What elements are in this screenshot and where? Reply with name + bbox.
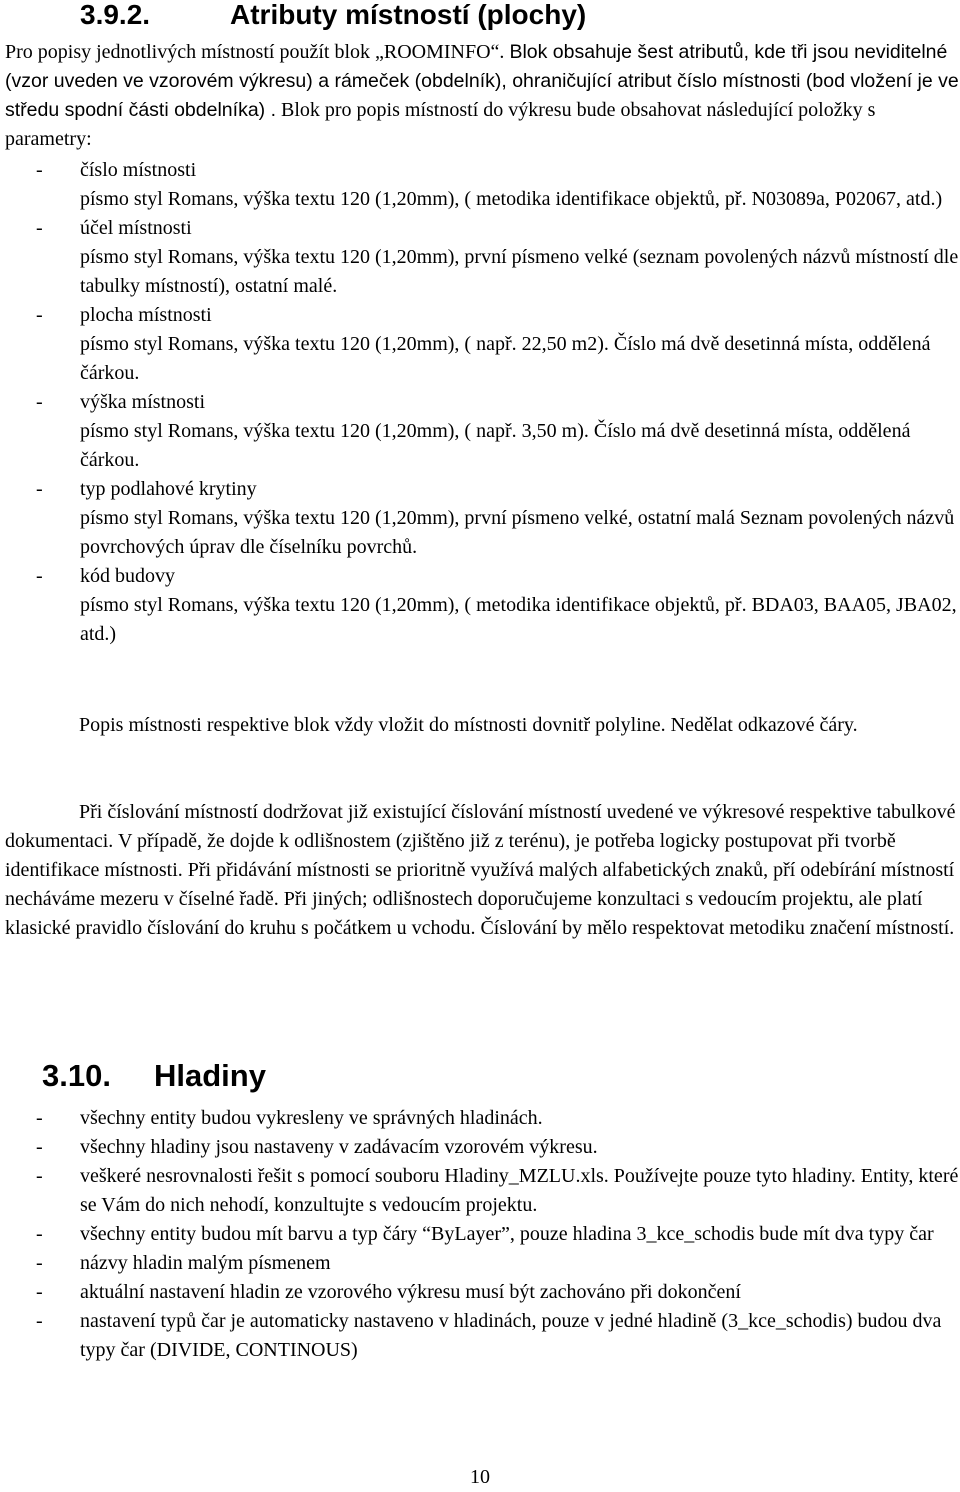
list-item [5,214,960,301]
attribute-detail: písmo styl Romans, výška textu 120 (1,20mm), první písmeno velké, ostatní malá Seznam povolených názvů povrchových úprav dle číselníku povrchů. [80,507,955,558]
list-item [5,301,960,388]
attribute-name: typ podlahové krytiny [80,478,257,500]
list-item [5,1278,960,1307]
attribute-detail: písmo styl Romans, výška textu 120 (1,20mm), ( např. 3,50 m). Číslo má dvě desetinná místa, oddělená čárkou. [80,420,911,471]
attribute-detail: písmo styl Romans, výška textu 120 (1,20mm), ( např. 22,50 m2). Číslo má dvě desetinná místa, oddělená čárkou. [80,333,931,384]
list-item [5,475,960,562]
intro-part3: Blok pro popis místností do výkresu bude obsahovat následující položky s parametry: [5,99,876,150]
intro-paragraph [5,38,960,154]
list-dash: - [36,159,43,181]
attribute-detail: písmo styl Romans, výška textu 120 (1,20mm), ( metodika identifikace objektů, př. BDA03, BAA05, JBA02, atd.) [80,594,957,645]
list-item-text: všechny entity budou vykresleny ve správných hladinách. [80,1107,543,1129]
page-number: 10 [470,1466,490,1488]
list-item-text: všechny entity budou mít barvu a typ čáry “ByLayer”, pouze hladina 3_kce_schodis bude mít dva typy čar [80,1223,934,1245]
list-dash: - [36,565,43,587]
list-item [5,1133,960,1162]
list-dash: - [36,1107,43,1129]
attribute-name: výška místnosti [80,391,206,413]
attribute-detail: písmo styl Romans, výška textu 120 (1,20mm), první písmeno velké (seznam povolených názvů místností dle tabulky místností), ostatní malé. [80,246,959,297]
list-dash: - [36,304,43,326]
list-item-text: aktuální nastavení hladin ze vzorového výkresu musí být zachováno při dokončení [80,1281,741,1303]
section-heading-atributy [80,0,586,30]
attribute-list [5,156,960,649]
list-item-text: nastavení typů čar je automaticky nastaveno v hladinách, pouze v jedné hladině (3_kce_schodis) budou dva typy čar (DIVIDE, CONTINOUS) [80,1310,942,1361]
paragraph-cislovani: Při číslování místností dodržovat již existující číslování místností uvedené ve výkresové respektive tabulkové dokumentaci. V případě, že dojde k odlišnostem (zjištěno již z terénu), je potřeba logicky postupovat při tvorbě identifikace místnosti. Při přidávání místnosti se prioritně využívá malých alfabetických znaků, pří odebírání místností necháváme mezeru v číselné řadě. Při jiných; odlišnostech doporučujeme konzultaci s vedoucím projektu, ale platí klasické pravidlo číslování do kruhu s počátkem u vchodu. Číslování by mělo respektovat metodiku značení místností. [5,801,956,939]
list-item [5,562,960,649]
list-item-text: názvy hladin malým písmenem [80,1252,331,1274]
intro-part1: Pro popisy jednotlivých místností použít blok „ROOMINFO“. [5,41,510,63]
list-dash: - [36,478,43,500]
attribute-name: plocha místnosti [80,304,212,326]
list-item [5,388,960,475]
list-dash: - [36,1281,43,1303]
list-dash: - [36,217,43,239]
paragraph-popis: Popis místnosti respektive blok vždy vložit do místnosti dovnitř polyline. Nedělat odkazové čáry. [79,714,858,736]
list-item-text: veškeré nesrovnalosti řešit s pomocí souboru Hladiny_MZLU.xls. Používejte pouze tyto hladiny. Entity, které se Vám do nich nehodí, konzultujte s vedoucím projektu. [80,1165,959,1216]
section-number: 3.9.2. [80,0,151,30]
attribute-name: číslo místnosti [80,159,197,181]
list-dash: - [36,1165,43,1187]
attribute-name: účel místnosti [80,217,192,239]
section-heading-hladiny [42,1058,266,1094]
list-dash: - [36,1252,43,1274]
list-item [5,1104,960,1133]
section-title: Atributy místností (plochy) [230,0,587,30]
list-dash: - [36,1223,43,1245]
list-dash: - [36,1136,43,1158]
list-dash: - [36,391,43,413]
list-item [5,156,960,214]
attribute-detail: písmo styl Romans, výška textu 120 (1,20mm), ( metodika identifikace objektů, př. N03089a, P02067, atd.) [80,188,943,210]
list-dash: - [36,1310,43,1332]
section-title: Hladiny [154,1058,266,1093]
list-item [5,1249,960,1278]
hladiny-list [5,1104,960,1365]
list-item [5,1220,960,1249]
intro-part2: Blok obsahuje šest atributů, kde tři jsou neviditelné (vzor uveden ve vzorovém výkresu) a rámeček (obdelník), ohraničující atribut číslo místnosti (bod vložení je ve středu spodní části obdelníka) . [5,41,959,121]
section-number: 3.10. [42,1058,111,1093]
attribute-name: kód budovy [80,565,175,587]
list-item [5,1307,960,1365]
list-item-text: všechny hladiny jsou nastaveny v zadávacím vzorovém výkresu. [80,1136,598,1158]
list-item [5,1162,960,1220]
